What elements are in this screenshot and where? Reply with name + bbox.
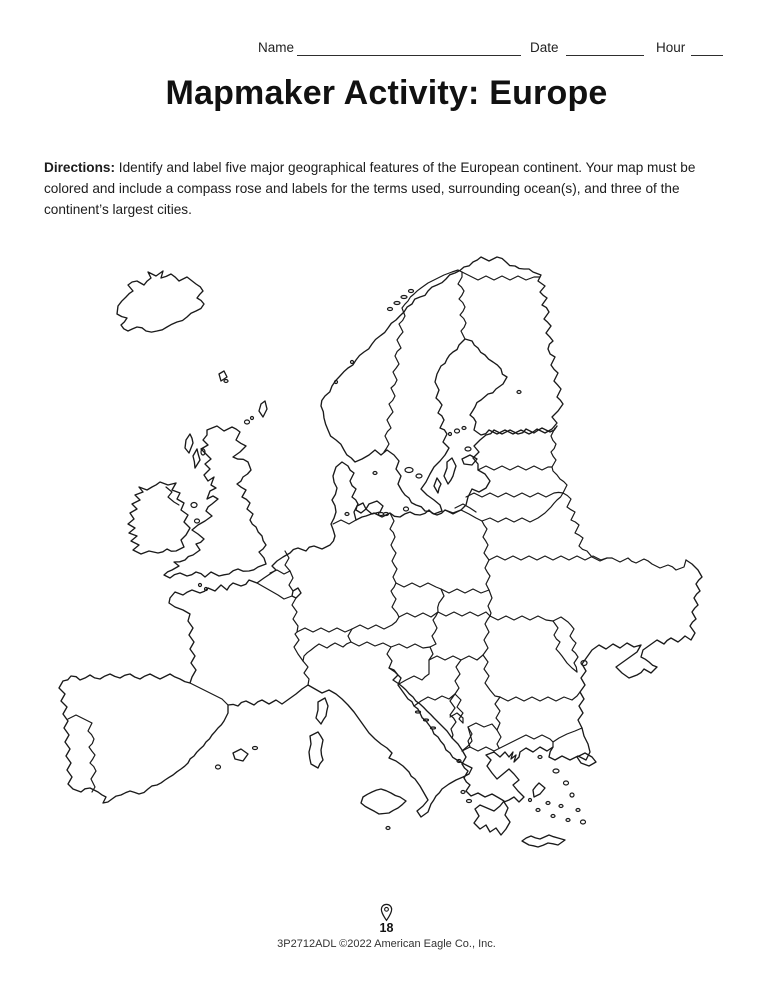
page-number: 18 xyxy=(379,921,394,935)
directions-text: Identify and label five major geographical features of the European continent. Your map must be colored and include a compass rose and labels for the terms used, surrounding ocean(s), and three of the continent’s largest cities. xyxy=(44,159,696,217)
header-row xyxy=(0,38,773,60)
hour-fill-line xyxy=(691,38,723,56)
directions-paragraph xyxy=(44,157,738,221)
date-fill-line xyxy=(566,38,644,56)
page-title: Mapmaker Activity: Europe xyxy=(165,74,608,112)
copyright-line: 3P2712ADL ©2022 American Eagle Co., Inc. xyxy=(277,938,496,950)
directions-label: Directions: xyxy=(44,159,116,175)
hour-label: Hour xyxy=(656,40,686,55)
date-label: Date xyxy=(530,40,559,55)
name-label: Name xyxy=(258,40,295,55)
name-fill-line xyxy=(297,38,521,56)
location-pin-icon xyxy=(379,903,394,922)
